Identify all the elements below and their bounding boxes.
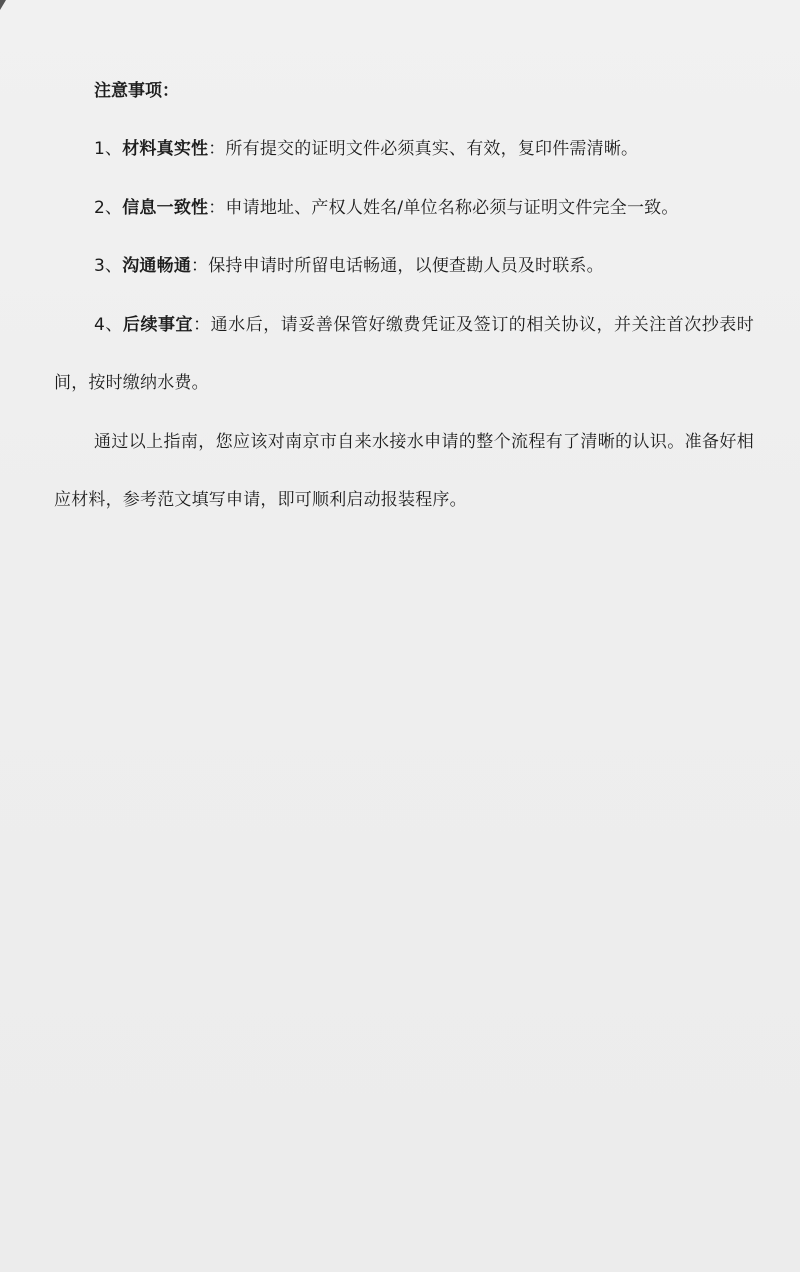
notes-heading: 注意事项： bbox=[94, 81, 179, 101]
note-colon: ： bbox=[191, 256, 209, 276]
note-colon: ： bbox=[193, 314, 211, 335]
note-text: 通水后，请妥善保管好缴费凭证及签订的相关协议，并关注首次抄表时间，按时缴纳水费。 bbox=[54, 314, 755, 393]
note-term: 信息一致性 bbox=[122, 197, 209, 218]
note-colon: ： bbox=[208, 197, 226, 218]
summary-paragraph: 通过以上指南，您应该对南京市自来水接水申请的整个流程有了清晰的认识。准备好相应材料，参考范文填写申请，即可顺利启动报装程序。 bbox=[54, 431, 754, 510]
page-corner-mark bbox=[0, 0, 6, 10]
note-term: 沟通畅通 bbox=[122, 256, 192, 276]
note-item-3 bbox=[54, 237, 754, 296]
note-item-4 bbox=[54, 296, 754, 413]
note-number: 3、 bbox=[94, 256, 123, 276]
note-term: 后续事宜 bbox=[122, 314, 194, 335]
note-colon: ： bbox=[208, 139, 226, 159]
note-text: 保持申请时所留电话畅通，以便查勘人员及时联系。 bbox=[208, 256, 604, 276]
note-number: 1、 bbox=[94, 139, 123, 159]
note-item-1 bbox=[54, 120, 754, 179]
note-text: 所有提交的证明文件必须真实、有效，复印件需清晰。 bbox=[225, 139, 639, 159]
note-text: 申请地址、产权人姓名/单位名称必须与证明文件完全一致。 bbox=[225, 197, 679, 218]
note-number: 2、 bbox=[94, 197, 123, 218]
note-item-2 bbox=[54, 179, 754, 238]
note-number: 4、 bbox=[94, 314, 123, 335]
document-body bbox=[54, 62, 754, 530]
note-term: 材料真实性 bbox=[122, 139, 209, 159]
